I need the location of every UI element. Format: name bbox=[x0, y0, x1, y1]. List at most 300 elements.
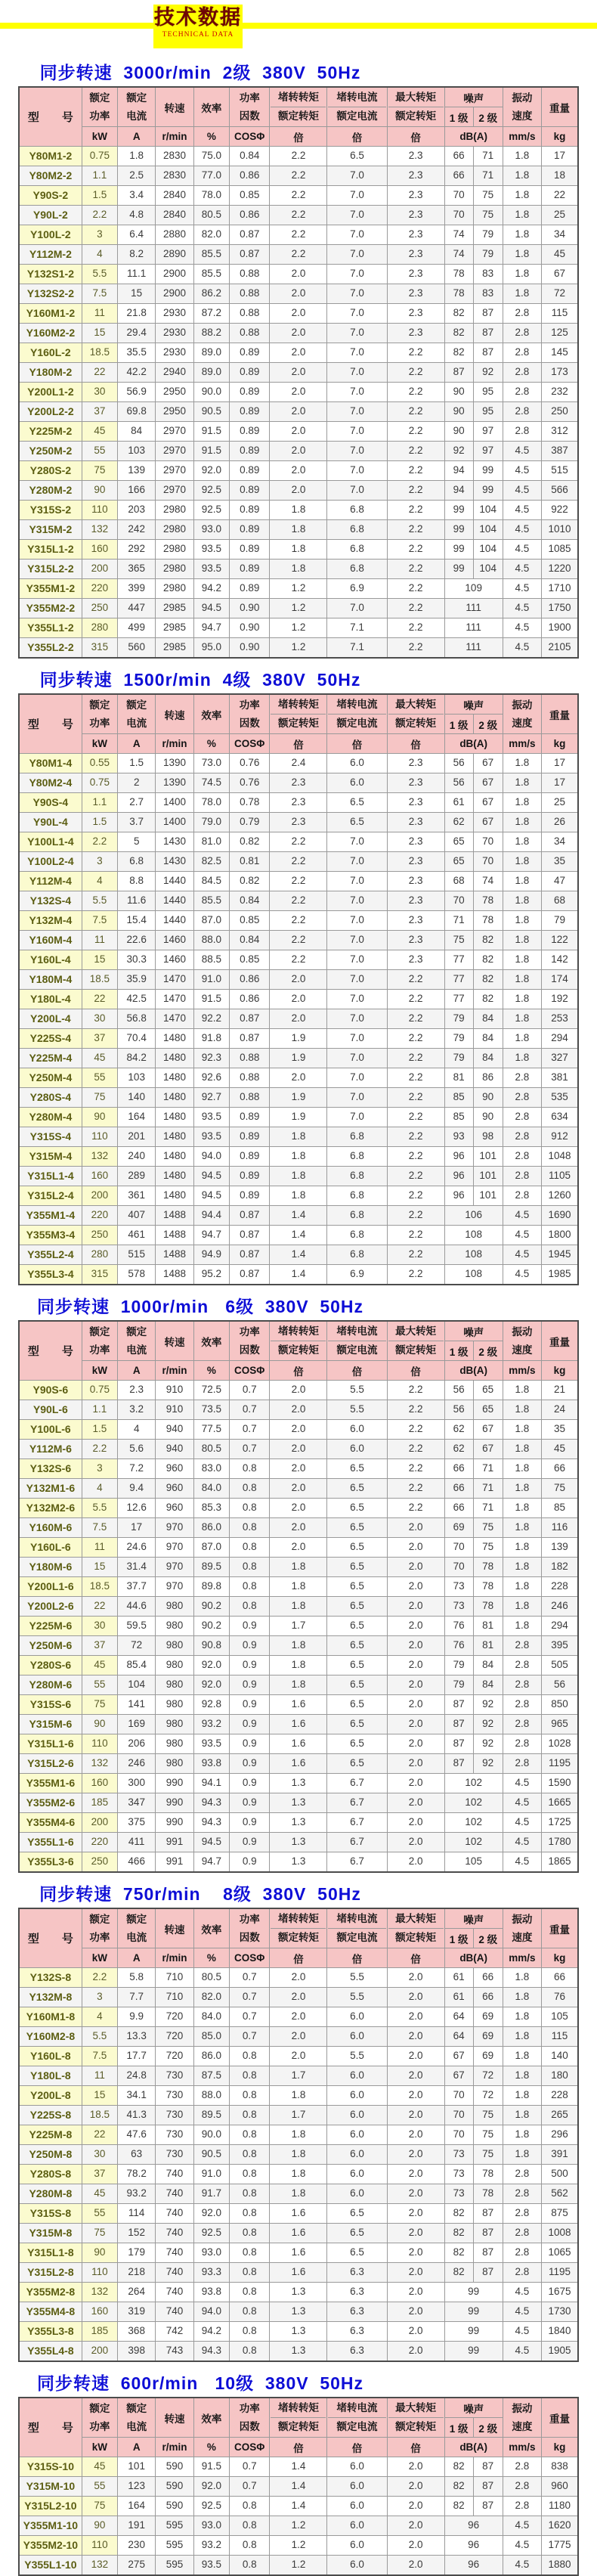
cell-noise2: 87 bbox=[473, 304, 503, 324]
cell-noise1: 70 bbox=[444, 2106, 473, 2125]
cell-noise1: 66 bbox=[444, 1499, 473, 1518]
cell-current: 242 bbox=[118, 520, 156, 540]
fraction-numerator: 最大转矩 bbox=[388, 696, 444, 715]
cell-current: 407 bbox=[118, 1206, 156, 1226]
unit-ratio-2: 倍 bbox=[327, 2438, 387, 2457]
cell-vibration: 4.5 bbox=[503, 2556, 541, 2576]
cell-noise2: 101 bbox=[473, 1186, 503, 1206]
cell-efficiency: 92.6 bbox=[193, 1068, 229, 1088]
cell-current: 12.6 bbox=[118, 1499, 156, 1518]
cell-maxt: 2.3 bbox=[387, 852, 444, 872]
cell-lrc: 6.0 bbox=[327, 2007, 387, 2027]
col-vibration bbox=[503, 87, 541, 127]
cell-weight: 395 bbox=[542, 1636, 578, 1656]
cell-noise1: 66 bbox=[444, 1479, 473, 1499]
cell-lrt: 2.2 bbox=[270, 891, 327, 911]
cell-current: 3.7 bbox=[118, 813, 156, 832]
table-row bbox=[19, 2516, 578, 2536]
cell-maxt: 2.2 bbox=[387, 1479, 444, 1499]
cell-lrt: 2.0 bbox=[270, 481, 327, 501]
col-efficiency: 效率 bbox=[193, 1908, 229, 1948]
cell-noise: 99 bbox=[444, 2283, 503, 2302]
cell-current: 3.4 bbox=[118, 186, 156, 206]
cell-speed: 1470 bbox=[156, 1009, 193, 1029]
cell-vibration: 1.8 bbox=[503, 225, 541, 245]
cell-efficiency: 93.0 bbox=[193, 520, 229, 540]
cell-vibration: 1.8 bbox=[503, 1009, 541, 1029]
table-row bbox=[19, 990, 578, 1009]
cell-noise2: 71 bbox=[473, 1499, 503, 1518]
col-locked-torque-ratio bbox=[270, 2398, 327, 2438]
model-cell: Y200L1-2 bbox=[19, 383, 82, 402]
cell-weight: 72 bbox=[542, 284, 578, 304]
model-cell: Y355M2-8 bbox=[19, 2283, 82, 2302]
cell-lrt: 1.2 bbox=[270, 2536, 327, 2556]
cell-speed: 595 bbox=[156, 2536, 193, 2556]
model-cell: Y280M-2 bbox=[19, 481, 82, 501]
cell-efficiency: 90.0 bbox=[193, 383, 229, 402]
cell-efficiency: 93.0 bbox=[193, 2243, 229, 2263]
cell-pf: 0.8 bbox=[230, 2184, 270, 2204]
model-cell: Y90S-2 bbox=[19, 186, 82, 206]
cell-lrc: 6.8 bbox=[327, 501, 387, 520]
cell-vibration: 2.8 bbox=[503, 1127, 541, 1147]
fraction-numerator: 堵转转矩 bbox=[271, 1322, 326, 1341]
cell-kw: 160 bbox=[82, 2302, 117, 2322]
model-cell: Y225S-8 bbox=[19, 2106, 82, 2125]
cell-speed: 740 bbox=[156, 2283, 193, 2302]
cell-pf: 0.88 bbox=[230, 284, 270, 304]
cell-noise2: 101 bbox=[473, 1167, 503, 1186]
cell-pf: 0.88 bbox=[230, 304, 270, 324]
cell-vibration: 2.8 bbox=[503, 343, 541, 363]
cell-efficiency: 87.0 bbox=[193, 1538, 229, 1558]
cell-kw: 11 bbox=[82, 1538, 117, 1558]
cell-vibration: 4.5 bbox=[503, 579, 541, 599]
cell-current: 56.9 bbox=[118, 383, 156, 402]
cell-noise2: 65 bbox=[473, 1400, 503, 1420]
cell-vibration: 1.8 bbox=[503, 1577, 541, 1597]
cell-maxt: 2.2 bbox=[387, 1400, 444, 1420]
cell-maxt: 2.2 bbox=[387, 501, 444, 520]
cell-maxt: 2.0 bbox=[387, 1715, 444, 1734]
col-max-torque-ratio bbox=[387, 2398, 444, 2438]
cell-noise1: 78 bbox=[444, 284, 473, 304]
model-cell: Y180L-8 bbox=[19, 2066, 82, 2086]
table-row bbox=[19, 501, 578, 520]
cell-kw: 1.5 bbox=[82, 1420, 117, 1440]
model-cell: Y355M3-4 bbox=[19, 1226, 82, 1245]
unit-percent: % bbox=[193, 127, 229, 147]
cell-speed: 970 bbox=[156, 1518, 193, 1538]
col-noise: 噪声 bbox=[444, 1908, 503, 1929]
cell-kw: 90 bbox=[82, 481, 117, 501]
sections bbox=[0, 59, 597, 2576]
cell-maxt: 2.3 bbox=[387, 245, 444, 265]
cell-weight: 35 bbox=[542, 852, 578, 872]
model-cell: Y355L3-8 bbox=[19, 2322, 82, 2342]
cell-weight: 1725 bbox=[542, 1813, 578, 1833]
cell-efficiency: 82.5 bbox=[193, 852, 229, 872]
cell-vibration: 1.8 bbox=[503, 1558, 541, 1577]
cell-lrc: 6.0 bbox=[327, 2184, 387, 2204]
model-cell: Y112M-6 bbox=[19, 1440, 82, 1459]
cell-maxt: 2.0 bbox=[387, 1656, 444, 1675]
col-noise-grade1: 1 级 bbox=[444, 715, 473, 734]
cell-lrt: 2.2 bbox=[270, 911, 327, 931]
cell-noise2: 81 bbox=[473, 1636, 503, 1656]
table-row bbox=[19, 832, 578, 852]
cell-maxt: 2.0 bbox=[387, 2027, 444, 2047]
header-line: 电流 bbox=[126, 2420, 147, 2432]
cell-noise1: 69 bbox=[444, 1518, 473, 1538]
cell-noise1: 82 bbox=[444, 2224, 473, 2243]
cell-lrc: 6.8 bbox=[327, 1127, 387, 1147]
cell-current: 398 bbox=[118, 2342, 156, 2362]
cell-efficiency: 90.5 bbox=[193, 402, 229, 422]
cell-efficiency: 86.0 bbox=[193, 2047, 229, 2066]
cell-current: 6.8 bbox=[118, 852, 156, 872]
cell-noise1: 64 bbox=[444, 2027, 473, 2047]
cell-current: 35.5 bbox=[118, 343, 156, 363]
table-row bbox=[19, 481, 578, 501]
cell-noise2: 67 bbox=[473, 813, 503, 832]
cell-vibration: 2.8 bbox=[503, 2497, 541, 2516]
cell-lrc: 5.5 bbox=[327, 1381, 387, 1400]
cell-weight: 875 bbox=[542, 2204, 578, 2224]
cell-lrc: 7.0 bbox=[327, 872, 387, 891]
cell-noise2: 104 bbox=[473, 520, 503, 540]
cell-vibration: 1.8 bbox=[503, 147, 541, 166]
cell-vibration: 1.8 bbox=[503, 813, 541, 832]
cell-lrt: 1.3 bbox=[270, 2302, 327, 2322]
cell-current: 37.7 bbox=[118, 1577, 156, 1597]
cell-kw: 132 bbox=[82, 1147, 117, 1167]
model-cell: Y280S-6 bbox=[19, 1656, 82, 1675]
col-model: 型 号 bbox=[19, 694, 82, 754]
cell-efficiency: 94.9 bbox=[193, 1245, 229, 1265]
col-noise-grade1: 1 级 bbox=[444, 107, 473, 127]
cell-efficiency: 90.2 bbox=[193, 1617, 229, 1636]
cell-lrc: 6.8 bbox=[327, 1147, 387, 1167]
cell-vibration: 2.8 bbox=[503, 383, 541, 402]
cell-kw: 200 bbox=[82, 1186, 117, 1206]
cell-speed: 2980 bbox=[156, 501, 193, 520]
cell-efficiency: 78.0 bbox=[193, 186, 229, 206]
cell-lrc: 6.5 bbox=[327, 1577, 387, 1597]
cell-vibration: 4.5 bbox=[503, 461, 541, 481]
unit-ratio-3: 倍 bbox=[387, 734, 444, 754]
table-row bbox=[19, 1400, 578, 1420]
cell-speed: 991 bbox=[156, 1833, 193, 1852]
cell-noise2: 83 bbox=[473, 265, 503, 284]
cell-weight: 182 bbox=[542, 1558, 578, 1577]
cell-efficiency: 91.5 bbox=[193, 442, 229, 461]
cell-noise2: 87 bbox=[473, 2497, 503, 2516]
fraction-numerator: 堵转转矩 bbox=[271, 696, 326, 715]
cell-current: 8.2 bbox=[118, 245, 156, 265]
cell-weight: 1260 bbox=[542, 1186, 578, 1206]
model-cell: Y90L-4 bbox=[19, 813, 82, 832]
cell-weight: 228 bbox=[542, 1577, 578, 1597]
cell-maxt: 2.2 bbox=[387, 1226, 444, 1245]
header-line: 额定 bbox=[89, 91, 110, 104]
cell-kw: 90 bbox=[82, 1108, 117, 1127]
cell-weight: 66 bbox=[542, 1968, 578, 1988]
table-row bbox=[19, 2007, 578, 2027]
table-row bbox=[19, 2536, 578, 2556]
cell-noise1: 87 bbox=[444, 1715, 473, 1734]
cell-lrc: 7.0 bbox=[327, 1088, 387, 1108]
cell-pf: 0.87 bbox=[230, 1226, 270, 1245]
cell-current: 164 bbox=[118, 1108, 156, 1127]
cell-noise2: 67 bbox=[473, 793, 503, 813]
col-efficiency: 效率 bbox=[193, 1321, 229, 1361]
cell-maxt: 2.3 bbox=[387, 773, 444, 793]
unit-rmin: r/min bbox=[156, 734, 193, 754]
cell-kw: 5.5 bbox=[82, 2027, 117, 2047]
cell-pf: 0.7 bbox=[230, 1988, 270, 2007]
cell-lrt: 2.2 bbox=[270, 931, 327, 950]
cell-maxt: 2.0 bbox=[387, 2477, 444, 2497]
cell-lrc: 5.5 bbox=[327, 1400, 387, 1420]
cell-kw: 220 bbox=[82, 1833, 117, 1852]
cell-noise1: 66 bbox=[444, 166, 473, 186]
col-weight: 重量 bbox=[542, 2398, 578, 2438]
model-cell: Y200L-4 bbox=[19, 1009, 82, 1029]
cell-lrc: 7.0 bbox=[327, 950, 387, 970]
cell-lrt: 1.6 bbox=[270, 2263, 327, 2283]
unit-rmin: r/min bbox=[156, 1948, 193, 1968]
cell-lrc: 6.5 bbox=[327, 1499, 387, 1518]
cell-speed: 742 bbox=[156, 2322, 193, 2342]
cell-current: 59.5 bbox=[118, 1617, 156, 1636]
cell-weight: 66 bbox=[542, 1459, 578, 1479]
cell-maxt: 2.2 bbox=[387, 1068, 444, 1088]
cell-weight: 327 bbox=[542, 1049, 578, 1068]
col-noise: 噪声 bbox=[444, 694, 503, 715]
cell-kw: 55 bbox=[82, 1675, 117, 1695]
cell-pf: 0.8 bbox=[230, 2302, 270, 2322]
cell-speed: 740 bbox=[156, 2263, 193, 2283]
cell-lrc: 6.5 bbox=[327, 2204, 387, 2224]
cell-lrc: 6.3 bbox=[327, 2302, 387, 2322]
cell-weight: 180 bbox=[542, 2066, 578, 2086]
cell-pf: 0.7 bbox=[230, 1381, 270, 1400]
cell-kw: 200 bbox=[82, 2342, 117, 2362]
cell-kw: 75 bbox=[82, 1088, 117, 1108]
cell-speed: 2970 bbox=[156, 442, 193, 461]
cell-vibration: 4.5 bbox=[503, 2536, 541, 2556]
table-row bbox=[19, 225, 578, 245]
table-row bbox=[19, 599, 578, 618]
cell-speed: 2950 bbox=[156, 383, 193, 402]
cell-speed: 2970 bbox=[156, 481, 193, 501]
cell-noise1: 77 bbox=[444, 950, 473, 970]
cell-speed: 710 bbox=[156, 1988, 193, 2007]
cell-kw: 30 bbox=[82, 1009, 117, 1029]
cell-pf: 0.9 bbox=[230, 1695, 270, 1715]
cell-lrc: 6.5 bbox=[327, 1459, 387, 1479]
cell-efficiency: 90.5 bbox=[193, 2145, 229, 2165]
cell-pf: 0.87 bbox=[230, 1029, 270, 1049]
cell-noise2: 92 bbox=[473, 1715, 503, 1734]
cell-speed: 2840 bbox=[156, 206, 193, 225]
cell-current: 264 bbox=[118, 2283, 156, 2302]
unit-percent: % bbox=[193, 2438, 229, 2457]
cell-maxt: 2.3 bbox=[387, 754, 444, 773]
cell-kw: 7.5 bbox=[82, 2047, 117, 2066]
cell-efficiency: 88.5 bbox=[193, 950, 229, 970]
cell-lrc: 6.0 bbox=[327, 754, 387, 773]
fraction-denominator: 额定转矩 bbox=[277, 1932, 319, 1943]
table-row bbox=[19, 1754, 578, 1774]
cell-noise2: 97 bbox=[473, 442, 503, 461]
cell-current: 34.1 bbox=[118, 2086, 156, 2106]
cell-vibration: 2.8 bbox=[503, 1147, 541, 1167]
cell-speed: 1488 bbox=[156, 1265, 193, 1285]
cell-speed: 1480 bbox=[156, 1088, 193, 1108]
col-speed: 转速 bbox=[156, 2398, 193, 2438]
cell-speed: 910 bbox=[156, 1400, 193, 1420]
cell-kw: 4 bbox=[82, 245, 117, 265]
cell-weight: 960 bbox=[542, 2477, 578, 2497]
cell-current: 300 bbox=[118, 1774, 156, 1793]
cell-speed: 2980 bbox=[156, 520, 193, 540]
cell-lrc: 5.5 bbox=[327, 1968, 387, 1988]
cell-noise1: 82 bbox=[444, 2243, 473, 2263]
cell-lrt: 1.3 bbox=[270, 1793, 327, 1813]
cell-vibration: 1.8 bbox=[503, 1597, 541, 1617]
unit-rmin: r/min bbox=[156, 2438, 193, 2457]
cell-noise1: 67 bbox=[444, 2047, 473, 2066]
cell-current: 5.8 bbox=[118, 1968, 156, 1988]
model-cell: Y355M1-10 bbox=[19, 2516, 82, 2536]
cell-weight: 253 bbox=[542, 1009, 578, 1029]
cell-vibration: 2.8 bbox=[503, 2457, 541, 2477]
table-row bbox=[19, 1068, 578, 1088]
col-power-factor bbox=[230, 2398, 270, 2438]
cell-noise1: 93 bbox=[444, 1127, 473, 1147]
col-rated-current bbox=[118, 87, 156, 127]
cell-noise2: 74 bbox=[473, 872, 503, 891]
unit-ratio-2: 倍 bbox=[327, 1948, 387, 1968]
cell-weight: 192 bbox=[542, 990, 578, 1009]
cell-weight: 1710 bbox=[542, 579, 578, 599]
model-cell: Y112M-4 bbox=[19, 872, 82, 891]
cell-kw: 45 bbox=[82, 2184, 117, 2204]
cell-maxt: 2.3 bbox=[387, 950, 444, 970]
cell-current: 179 bbox=[118, 2243, 156, 2263]
cell-kw: 160 bbox=[82, 1774, 117, 1793]
cell-noise1: 79 bbox=[444, 1675, 473, 1695]
col-vibration bbox=[503, 2398, 541, 2438]
cell-noise1: 87 bbox=[444, 1695, 473, 1715]
cell-noise1: 81 bbox=[444, 1068, 473, 1088]
unit-ratio-2: 倍 bbox=[327, 1361, 387, 1381]
cell-speed: 1390 bbox=[156, 773, 193, 793]
header-line: 额定 bbox=[126, 91, 147, 104]
cell-lrt: 2.0 bbox=[270, 970, 327, 990]
cell-speed: 2980 bbox=[156, 560, 193, 579]
cell-speed: 990 bbox=[156, 1813, 193, 1833]
cell-maxt: 2.0 bbox=[387, 1793, 444, 1813]
cell-vibration: 4.5 bbox=[503, 1813, 541, 1833]
cell-noise2: 87 bbox=[473, 2243, 503, 2263]
cell-pf: 0.89 bbox=[230, 442, 270, 461]
model-cell: Y180L-4 bbox=[19, 990, 82, 1009]
col-locked-current-ratio bbox=[327, 1908, 387, 1948]
col-speed: 转速 bbox=[156, 1321, 193, 1361]
table-row bbox=[19, 245, 578, 265]
cell-speed: 1440 bbox=[156, 911, 193, 931]
cell-lrt: 2.2 bbox=[270, 872, 327, 891]
table-section bbox=[0, 666, 597, 1285]
cell-vibration: 1.8 bbox=[503, 1381, 541, 1400]
cell-speed: 940 bbox=[156, 1440, 193, 1459]
cell-lrc: 7.0 bbox=[327, 166, 387, 186]
cell-weight: 1048 bbox=[542, 1147, 578, 1167]
cell-lrt: 1.4 bbox=[270, 2477, 327, 2497]
cell-lrt: 2.0 bbox=[270, 363, 327, 383]
model-cell: Y280S-2 bbox=[19, 461, 82, 481]
cell-maxt: 2.0 bbox=[387, 2342, 444, 2362]
cell-maxt: 2.2 bbox=[387, 481, 444, 501]
table-row bbox=[19, 950, 578, 970]
cell-vibration: 2.8 bbox=[503, 2184, 541, 2204]
cell-noise1: 92 bbox=[444, 442, 473, 461]
cell-kw: 7.5 bbox=[82, 911, 117, 931]
table-row bbox=[19, 520, 578, 540]
fraction-numerator: 堵转电流 bbox=[328, 1322, 385, 1341]
cell-noise2: 75 bbox=[473, 2106, 503, 2125]
cell-efficiency: 94.0 bbox=[193, 1147, 229, 1167]
cell-kw: 30 bbox=[82, 1617, 117, 1636]
cell-vibration: 4.5 bbox=[503, 2322, 541, 2342]
cell-current: 84.2 bbox=[118, 1049, 156, 1068]
cell-lrt: 1.9 bbox=[270, 1029, 327, 1049]
unit-dba: dB(A) bbox=[444, 734, 503, 754]
col-max-torque-ratio bbox=[387, 1908, 444, 1948]
cell-efficiency: 93.0 bbox=[193, 2516, 229, 2536]
cell-speed: 1480 bbox=[156, 1167, 193, 1186]
cell-lrt: 1.3 bbox=[270, 1813, 327, 1833]
cell-vibration: 1.8 bbox=[503, 773, 541, 793]
cell-vibration: 1.8 bbox=[503, 1518, 541, 1538]
cell-weight: 391 bbox=[542, 2145, 578, 2165]
cell-noise: 106 bbox=[444, 1206, 503, 1226]
cell-weight: 562 bbox=[542, 2184, 578, 2204]
unit-rmin: r/min bbox=[156, 1361, 193, 1381]
cell-current: 2.5 bbox=[118, 166, 156, 186]
cell-kw: 11 bbox=[82, 931, 117, 950]
cell-lrt: 2.0 bbox=[270, 1538, 327, 1558]
cell-maxt: 2.3 bbox=[387, 284, 444, 304]
cell-weight: 1010 bbox=[542, 520, 578, 540]
cell-weight: 45 bbox=[542, 1440, 578, 1459]
cell-current: 375 bbox=[118, 1813, 156, 1833]
cell-lrc: 6.5 bbox=[327, 147, 387, 166]
cell-maxt: 2.2 bbox=[387, 1167, 444, 1186]
cell-lrt: 1.9 bbox=[270, 1108, 327, 1127]
header-line: 电流 bbox=[126, 110, 147, 122]
cell-lrt: 1.8 bbox=[270, 520, 327, 540]
model-cell: Y250M-4 bbox=[19, 1068, 82, 1088]
fraction-denominator: 额定转矩 bbox=[277, 2421, 319, 2432]
cell-weight: 105 bbox=[542, 2007, 578, 2027]
cell-speed: 730 bbox=[156, 2066, 193, 2086]
cell-vibration: 1.8 bbox=[503, 166, 541, 186]
